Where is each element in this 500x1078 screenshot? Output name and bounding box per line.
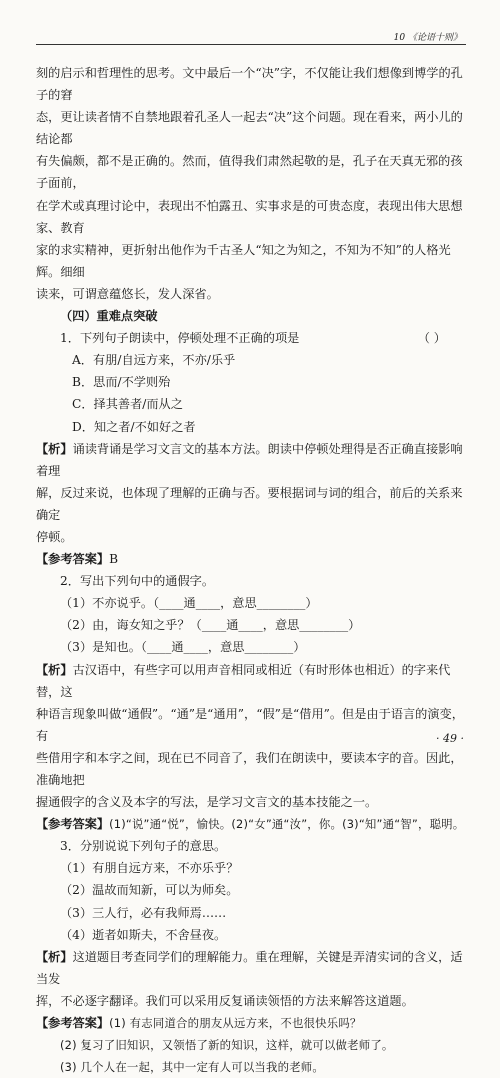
option-d: D．知之者/不如好之者 <box>72 419 196 434</box>
body-line: 态，更让读者情不自禁地跟着孔圣人一起去“决”这个问题。现在看来，两小儿的结论都 <box>36 110 463 147</box>
analysis <box>36 946 468 990</box>
page-body <box>36 62 468 1078</box>
question-2-stem: 2．写出下列句中的通假字。 <box>60 574 215 589</box>
analysis-line: 古汉语中，有些字可以用声音相同或相近（有时形体也相近）的字来代替，这 <box>36 662 451 699</box>
answer-label: 【参考答案】 <box>36 817 110 832</box>
analysis-line: 种语言现象叫做“通假”。“通”是“通用”，“假”是“借用”。但是由于语言的演变，有 <box>36 706 464 743</box>
body-line: 家的求实精神，更折射出他作为千古圣人“知之为知之，不知为不知”的人格光辉。细细 <box>36 242 451 279</box>
answer-label: 【参考答案】 <box>36 1016 110 1031</box>
answer-label: 【参考答案】 <box>36 552 110 567</box>
answer-text: (3) 几个人在一起，其中一定有人可以当我的老师。 <box>60 1060 324 1075</box>
answer-text: (2) 复习了旧知识，又领悟了新的知识，这样，就可以做老师了。 <box>60 1038 394 1053</box>
analysis <box>36 438 468 482</box>
body-line: 刻的启示和哲理性的思考。文中最后一个“决”字，不仅能让我们想像到博学的孔子的窘 <box>36 66 463 103</box>
page-number: · 49 · <box>436 732 464 745</box>
option-c: C．择其善者/而从之 <box>72 397 183 412</box>
question-3-stem: 3．分别说说下列句子的意思。 <box>60 839 227 854</box>
analysis-line: 停顿。 <box>36 529 73 544</box>
question-2-item: （2）由，诲女知之乎？（____通____，意思________） <box>60 618 361 633</box>
answer-text: (1)“说”通“悦”，愉快。(2)“女”通“汝”，你。(3)“知”通“智”，聪明。 <box>109 817 465 832</box>
answer <box>36 1012 468 1034</box>
body-line: 读来，可谓意蕴悠长，发人深省。 <box>36 286 219 301</box>
section-title: （四）重难点突破 <box>60 309 158 324</box>
analysis-label: 【析】 <box>36 662 73 677</box>
question-1 <box>36 327 468 349</box>
analysis-line: 解，反过来说，也体现了理解的正确与否。要根据词与词的组合，前后的关系来确定 <box>36 485 463 522</box>
header-text: 10 《论语十则》 <box>393 33 462 43</box>
analysis-line: 些借用字和本字之间，现在已不同音了，我们在朗读中，要读本字的音。因此，准确地把 <box>36 750 463 787</box>
answer <box>36 813 468 835</box>
answer-paren: （ ） <box>417 331 446 346</box>
running-header <box>36 28 466 45</box>
analysis-line: 诵读背诵是学习文言文的基本方法。朗读中停顿处理得是否正确直接影响着理 <box>36 441 463 478</box>
answer-text: B <box>109 552 119 567</box>
question-3-item: （3）三人行，必有我师焉…… <box>60 905 227 920</box>
question-2-item: （1）不亦说乎。（____通____，意思________） <box>60 596 318 611</box>
analysis-label: 【析】 <box>36 441 73 456</box>
analysis-line: 这道题目考查同学们的理解能力。重在理解，关键是弄清实词的含义，适当发 <box>36 949 463 986</box>
analysis-line: 握通假字的含义及本字的写法，是学习文言文的基本技能之一。 <box>36 795 378 810</box>
analysis-label: 【析】 <box>36 949 73 964</box>
answer <box>36 548 468 570</box>
body-line: 在学术或真理讨论中，表现出不怕露丑、实事求是的可贵态度，表现出伟大思想家、教育 <box>36 198 463 235</box>
question-3-item: （2）温故而知新，可以为师矣。 <box>60 883 239 898</box>
option-b: B．思而/不学则殆 <box>72 375 171 390</box>
answer-text: (1) 有志同道合的朋友从远方来，不也很快乐吗？ <box>109 1016 362 1031</box>
analysis <box>36 659 468 703</box>
question-stem: 1．下列句子朗读中，停顿处理不正确的项是 <box>60 331 300 346</box>
analysis-line: 挥，不必逐字翻译。我们可以采用反复诵读领悟的方法来解答这道题。 <box>36 993 414 1008</box>
body-line: 有失偏颇，都不是正确的。然而，值得我们肃然起敬的是，孔子在天真无邪的孩子面前， <box>36 154 463 191</box>
question-2-item: （3）是知也。（____通____，意思________） <box>60 640 306 655</box>
question-3-item: （1）有朋自远方来，不亦乐乎？ <box>60 861 239 876</box>
option-a: A．有朋/自远方来，不亦/乐乎 <box>72 353 236 368</box>
question-3-item: （4）逝者如斯夫，不舍昼夜。 <box>60 927 227 942</box>
